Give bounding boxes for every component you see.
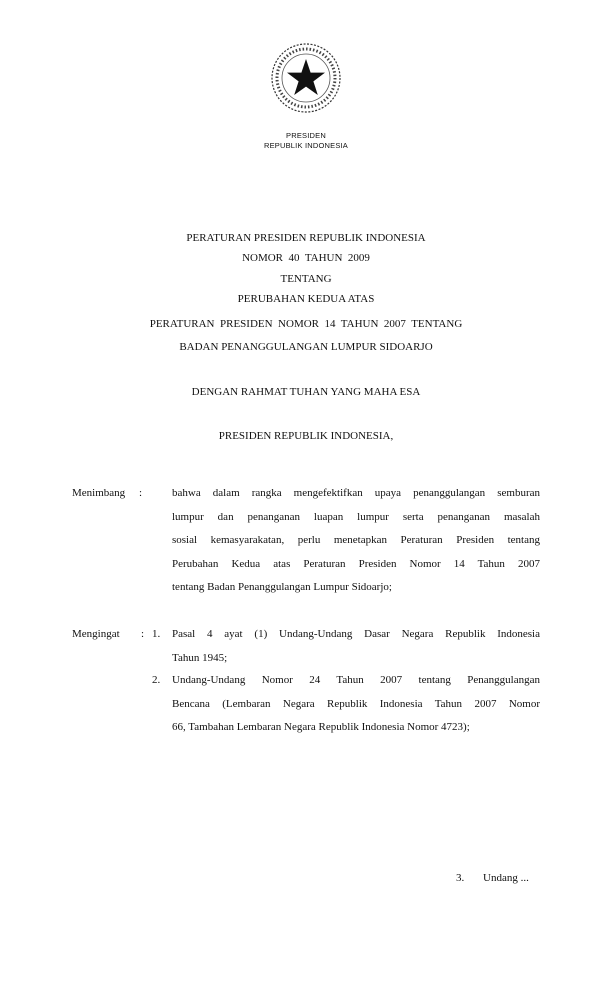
header-presiden: PRESIDEN xyxy=(286,131,326,140)
mengingat-item-1 xyxy=(172,623,540,670)
mengingat-label: Mengingat xyxy=(72,628,120,640)
menimbang-line: lumpur dan penanganan luapan lumpur serta penanganan masalah xyxy=(172,510,540,523)
menimbang-line: Perubahan Kedua atas Peraturan Presiden Nomor 14 Tahun 2007 xyxy=(172,557,540,570)
mengingat-line: Bencana (Lembaran Negara Republik Indonesia Tahun 2007 Nomor xyxy=(172,697,540,710)
mengingat-colon: : xyxy=(141,628,145,640)
menimbang-line: bahwa dalam rangka mengefektifkan upaya penanggulangan semburan xyxy=(172,487,540,499)
presidential-emblem-icon xyxy=(268,40,344,116)
mengingat-line: Tahun 1945; xyxy=(172,651,228,664)
header-republik-indonesia: REPUBLIK INDONESIA xyxy=(263,141,349,150)
mengingat-line: Pasal 4 ayat (1) Undang-Undang Dasar Negara Republik Indonesia xyxy=(172,628,540,640)
presiden-line: PRESIDEN REPUBLIK INDONESIA, xyxy=(218,430,394,442)
continuation-number: 3. xyxy=(456,872,465,884)
title-tentang: TENTANG xyxy=(280,273,332,285)
menimbang-colon: : xyxy=(139,487,143,499)
mengingat-item-1-number: 1. xyxy=(152,628,161,640)
menimbang-line: sosial kemasyarakatan, perlu menetapkan Peraturan Presiden tentang xyxy=(172,534,540,546)
mengingat-item-2-number: 2. xyxy=(152,674,161,686)
title-line-1: PERATURAN PRESIDEN REPUBLIK INDONESIA xyxy=(186,232,426,244)
mengingat-line: 66, Tambahan Lembaran Negara Republik Indonesia Nomor 4723); xyxy=(172,721,470,733)
title-perubahan: PERUBAHAN KEDUA ATAS xyxy=(237,293,375,305)
menimbang-text xyxy=(172,482,540,600)
title-peraturan: PERATURAN PRESIDEN NOMOR 14 TAHUN 2007 TENTANG xyxy=(149,318,463,330)
menimbang-line: tentang Badan Penanggulangan Lumpur Sidoarjo; xyxy=(172,581,392,593)
rahmat-line: DENGAN RAHMAT TUHAN YANG MAHA ESA xyxy=(191,386,421,398)
menimbang-label: Menimbang xyxy=(72,487,126,499)
title-nomor: NOMOR 40 TAHUN 2009 xyxy=(242,252,370,264)
mengingat-item-2 xyxy=(172,669,540,740)
title-badan: BADAN PENANGGULANGAN LUMPUR SIDOARJO xyxy=(179,341,433,353)
continuation-text: Undang ... xyxy=(483,872,529,884)
mengingat-line: Undang-Undang Nomor 24 Tahun 2007 tentang Penanggulangan xyxy=(172,674,540,686)
